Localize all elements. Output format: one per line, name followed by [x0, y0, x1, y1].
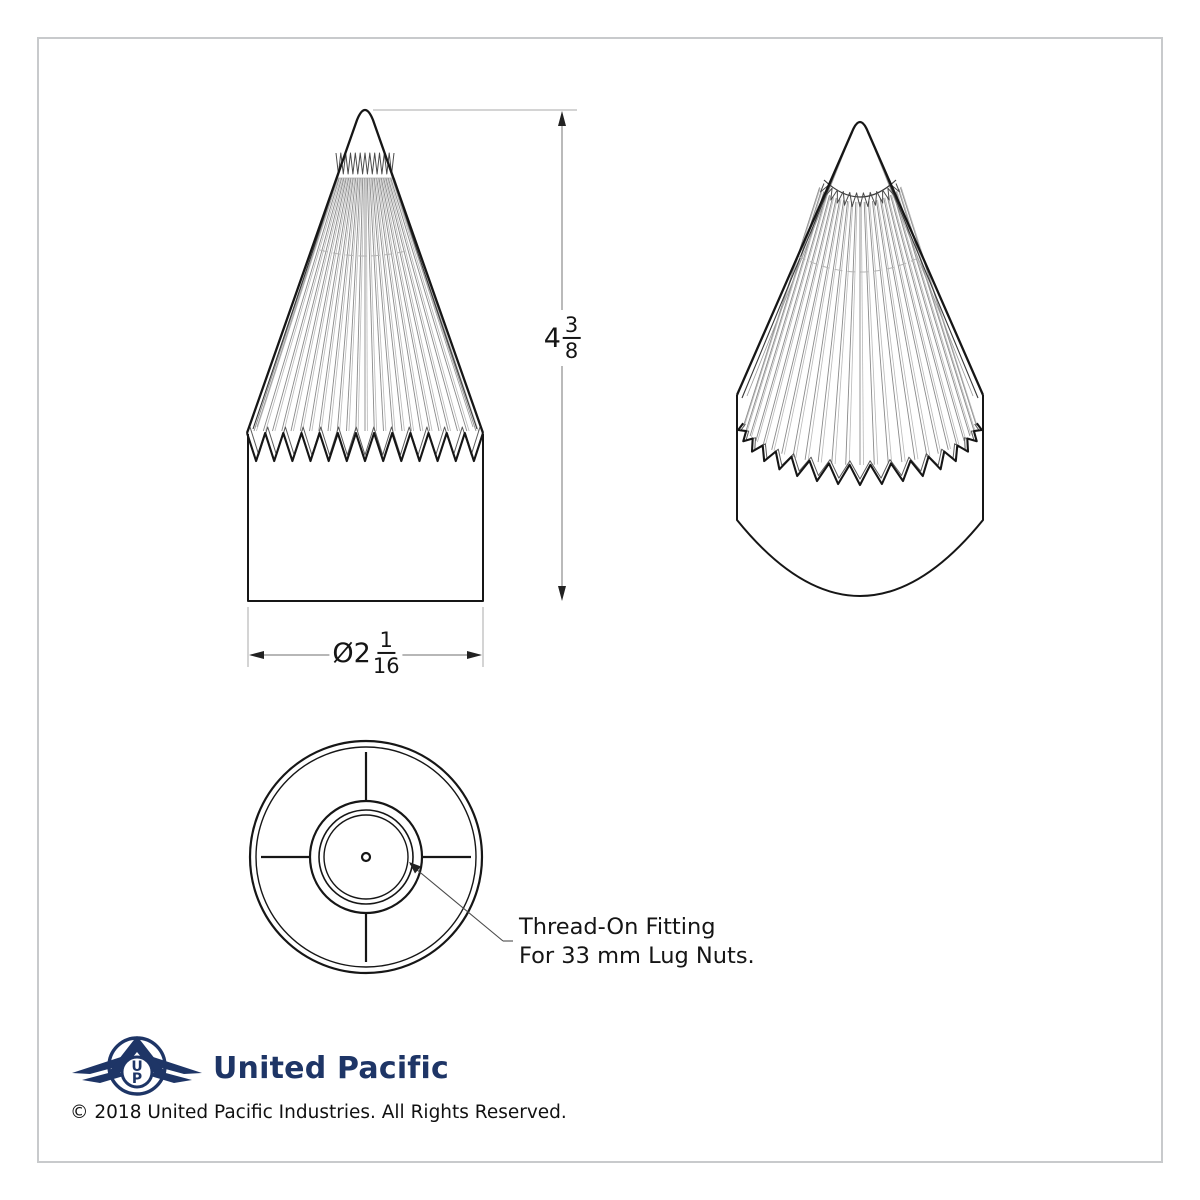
logo-wordmark: United Pacific [213, 1051, 450, 1086]
height-dimension-label [541, 314, 584, 362]
thread-fitting-callout [519, 913, 755, 971]
front-view-drawing [247, 110, 483, 601]
logo-monogram-u: U [131, 1059, 143, 1075]
bottom-view-drawing [250, 741, 482, 973]
diameter-numerator: 1 [378, 629, 395, 654]
diameter-dimension-label [329, 629, 402, 677]
height-denominator: 8 [564, 339, 579, 363]
height-whole: 4 [543, 322, 561, 354]
callout-line1: Thread-On Fitting [519, 914, 716, 940]
callout-leader-arrow [409, 862, 513, 941]
perspective-view-drawing [737, 122, 983, 596]
diameter-denominator: 16 [372, 654, 400, 678]
united-pacific-logo-emblem [70, 1028, 215, 1108]
united-pacific-logo [70, 1028, 215, 1108]
callout-line2: For 33 mm Lug Nuts. [519, 943, 755, 969]
height-numerator: 3 [563, 314, 580, 339]
logo-monogram-p: P [131, 1071, 143, 1087]
diameter-whole: 2 [353, 637, 371, 669]
copyright-text: © 2018 United Pacific Industries. All Rights Reserved. [70, 1102, 567, 1123]
dimension-lines [248, 110, 577, 667]
diameter-symbol: Ø [332, 637, 354, 669]
